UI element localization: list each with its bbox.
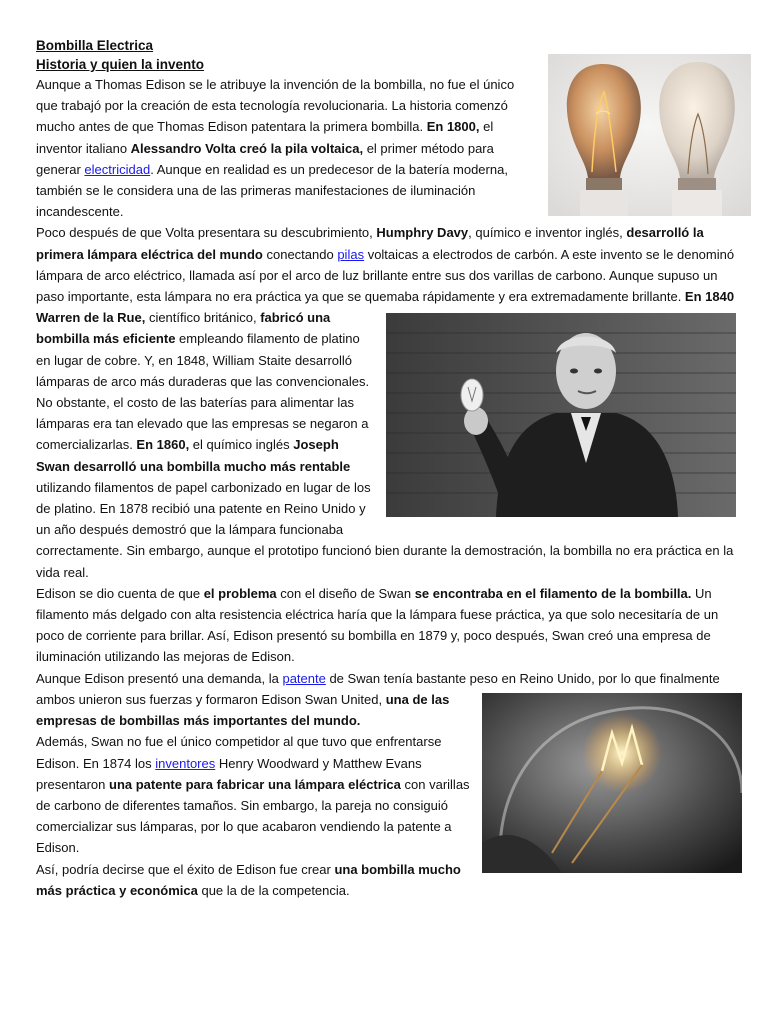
filament-illustration — [482, 693, 742, 873]
text-run: Aunque Edison presentó una demanda, la — [36, 670, 283, 686]
text-run: el químico inglés — [189, 437, 294, 453]
bold-run: se encontraba en el filamento de la bombilla. — [414, 585, 692, 601]
text-run: voltaicas a electrodos de carbón. A este invento se le denominó lámpara de arco eléctrico, llamada así por el arco de luz brillante entre sus dos varillas de carbono. Aunque supuso un paso importante, esta lámpara no era práctica ya que se quemaba rápidamente y era extremadamente brillante. — [36, 246, 735, 305]
link-electricidad[interactable]: electricidad — [84, 161, 151, 177]
document-subtitle: Historia y quien la invento — [36, 57, 205, 72]
bold-run: Alessandro Volta creó la pila voltaica, — [130, 140, 364, 156]
bold-run: En 1800, — [426, 119, 480, 135]
text-run: , químico e inventor inglés, — [468, 225, 627, 241]
text-run: Además, Swan no fue el único competidor al que tuvo que enfrentarse Edison. En 1874 los — [36, 734, 442, 771]
text-run: el primer método para generar — [36, 140, 494, 177]
bold-run: una de las empresas de bombillas más importantes del mundo. — [36, 691, 450, 729]
bold-run: una bombilla mucho más práctica y económica — [36, 861, 461, 898]
text-run: de Swan tenía bastante peso en Reino Unido, por lo que finalmente ambos unieron sus fuerzas y formaron Edison Swan United, — [36, 670, 720, 707]
bold-run: una patente para fabricar una lámpara eléctrica — [109, 776, 401, 792]
text-run: Aunque a Thomas Edison se le atribuye la invención de la bombilla, no fue el único que trabajó por la creación de esta tecnología revolucionaria. La historia comenzó mucho antes de que Thomas Edison patentara la primera bombilla. — [36, 77, 515, 135]
text-run: conectando — [262, 246, 338, 262]
bold-run: el problema — [203, 585, 277, 601]
document-page — [36, 36, 736, 901]
bulbs-illustration — [548, 54, 751, 216]
text-run: Henry Woodward y Matthew Evans presentaron — [36, 755, 422, 792]
text-run: Un filamento más delgado con alta resistencia eléctrica haría que la lámpara fuese práctica, ya que solo necesitaría de un poco de corriente para brillar. Así, Edison presentó su bombilla en 1879 y, poco después, Swan creó una empresa de iluminación utilizando las mejoras de Edison. — [36, 585, 719, 665]
text-run: que la de la competencia. — [197, 882, 350, 898]
link-patente[interactable]: patente — [282, 670, 326, 686]
edison-portrait-image — [386, 313, 736, 517]
text-run: el inventor italiano — [36, 119, 494, 156]
paragraph-edison-problem — [36, 583, 736, 668]
link-pilas[interactable]: pilas — [337, 246, 365, 262]
text-run: científico británico, — [145, 310, 261, 326]
paragraph-davy — [36, 222, 736, 582]
bold-run: desarrolló la primera lámpara eléctrica del mundo — [36, 225, 704, 262]
bold-run: Humphry Davy — [376, 225, 469, 241]
bold-run: En 1860, — [136, 437, 190, 453]
bold-run: Joseph Swan desarrolló una bombilla mucho más rentable — [36, 437, 351, 474]
text-run: utilizando filamentos de papel carbonizado en lugar de los de platino. En 1878 recibió una patente en Reino Unido y un año después demostró que la lámpara funcionaba correctamente. Sin embargo, aunque el prototipo funcionó bien durante la demostración, la bombilla no era práctica en la vida real. — [36, 479, 734, 580]
text-run: Así, podría decirse que el éxito de Edison fue crear — [36, 861, 335, 877]
bold-run: En 1840 Warren de la Rue, — [36, 289, 735, 326]
paragraph-lawsuit — [36, 668, 736, 732]
text-run: Edison se dio cuenta de que — [36, 585, 204, 601]
edison-illustration — [386, 313, 736, 517]
link-inventores[interactable]: inventores — [155, 755, 216, 771]
text-run: con varillas de carbono de diferentes tamaños. Sin embargo, la pareja no consiguió comercializar sus lámparas, por lo que acabaron vendiendo la patente a Edison. — [36, 776, 470, 856]
antique-bulbs-image — [548, 54, 751, 216]
text-run: empleando filamento de platino en lugar de cobre. Y, en 1848, William Staite desarrolló lámparas de arco más duraderas que las convencionales. No obstante, el costo de las baterías para alimentar las lámparas era tan elevado que las empresas se negaron a comercializarlas. — [36, 331, 370, 453]
text-run: Poco después de que Volta presentara su descubrimiento, — [36, 225, 377, 241]
text-run: . Aunque en realidad es un predecesor de la batería moderna, también se le considera una de las primeras manifestaciones de iluminación incandescente. — [36, 161, 508, 220]
document-title: Bombilla Electrica — [36, 38, 154, 53]
filament-closeup-image — [482, 693, 742, 873]
text-run: con el diseño de Swan — [276, 585, 415, 601]
bold-run: fabricó una bombilla más eficiente — [36, 310, 331, 347]
